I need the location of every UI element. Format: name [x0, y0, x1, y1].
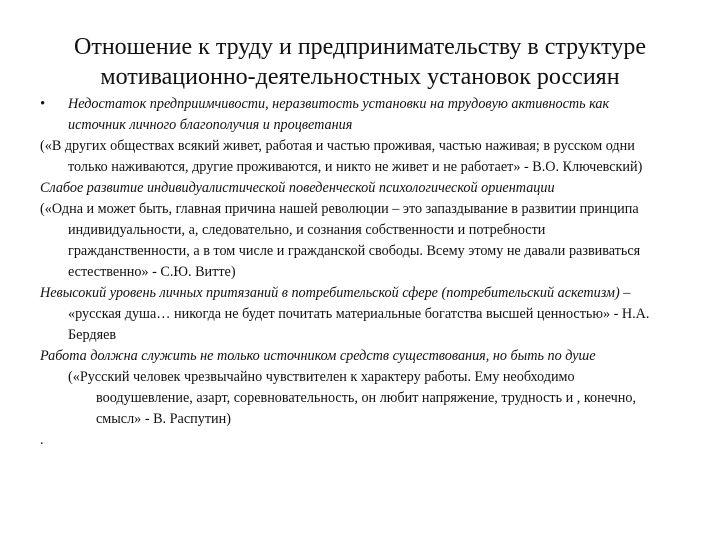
paragraph-1: Недостаток предприимчивости, неразвитость установки на трудовую активность как источник личного благополучия и процветания: [68, 96, 610, 133]
paragraph-2: («В других обществах всякий живет, работая и частью проживая, частью наживая; в русском одни только наживаются, другие проживаются, и никто не живет и не работает» - В.О. Ключевский): [40, 138, 643, 175]
paragraph-7: («Русский человек чрезвычайно чувствителен к характеру работы. Ему необходимо воодушевление, азарт, соревновательность, он любит напряжение, трудность и , конечно, смысл» - В. Распутин): [68, 369, 636, 427]
paragraph-4: («Одна и может быть, главная причина нашей революции – это запаздывание в развитии принципа индивидуальности, а, следовательно, и сознания собственности и потребности гражданственности, а в том числе и гражданской свободы. Всему этому не давали развиваться естественно» - С.Ю. Витте): [40, 201, 641, 280]
title-line-1: Отношение к труду и предпринимательству в структуре: [74, 34, 646, 60]
bullet-marker: •: [40, 96, 45, 112]
paragraph-5-italic: Невысокий уровень личных притязаний в потребительской сфере (потребительский аскетизм): [40, 285, 620, 301]
title-line-2: мотивационно-деятельностных установок россиян: [100, 64, 620, 90]
slide-body: [40, 94, 666, 451]
paragraph-8: .: [40, 432, 44, 448]
paragraph-3: Слабое развитие индивидуалистической поведенческой психологической ориентации: [40, 180, 555, 196]
slide-title: [40, 32, 680, 92]
paragraph-5-rest: – «русская душа… никогда не будет почитать материальные богатства высшей ценностью» - Н.А. Бердяев: [68, 285, 650, 343]
paragraph-5: [40, 283, 666, 346]
bullet-item: [40, 94, 666, 136]
paragraph-6: Работа должна служить не только источником средств существования, но быть по душе: [40, 348, 596, 364]
